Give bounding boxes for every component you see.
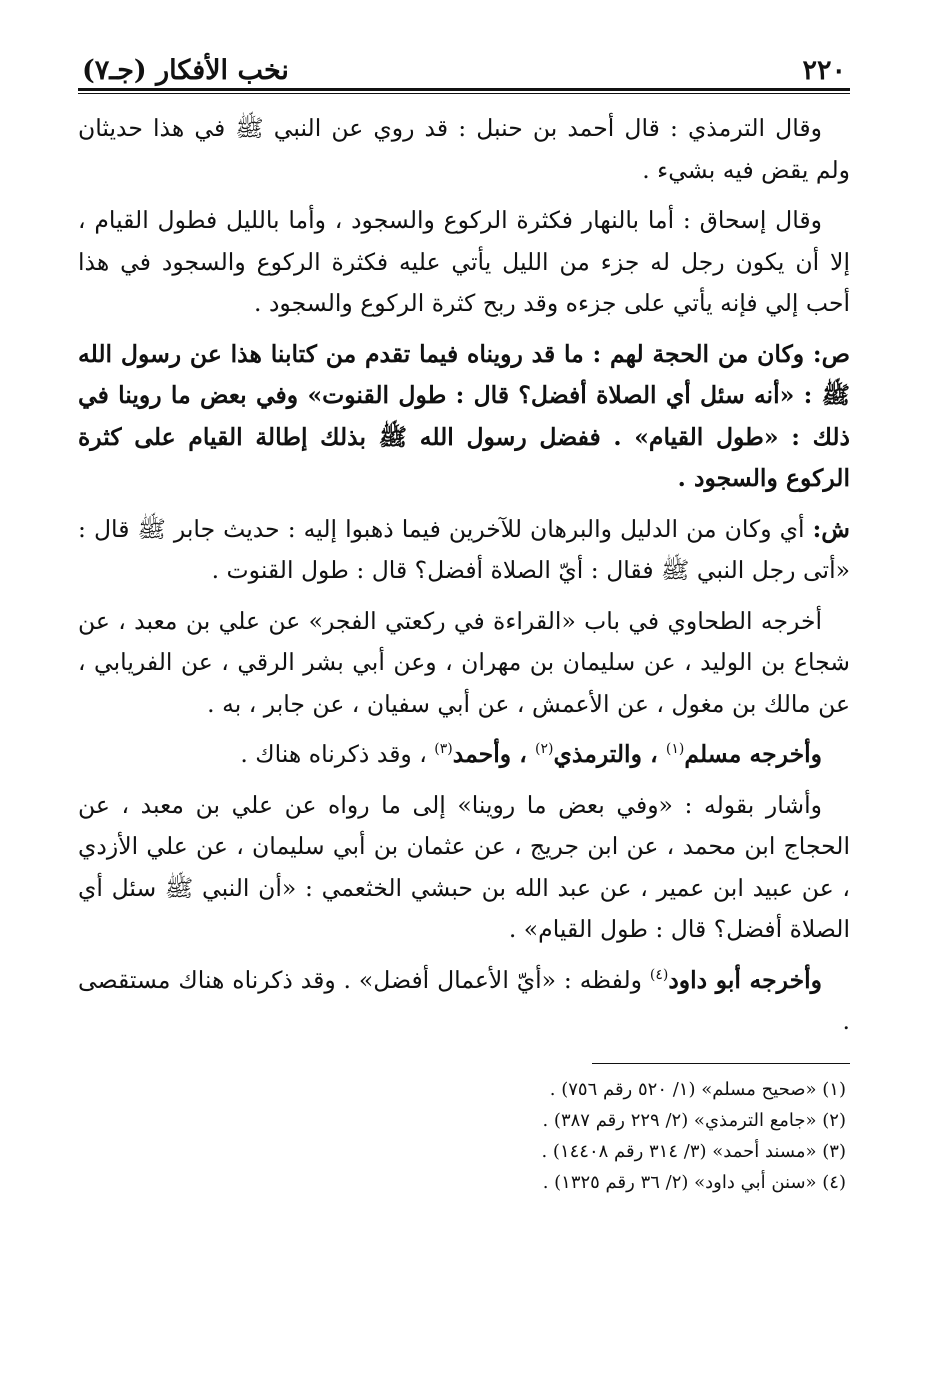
header-rule-thick — [78, 88, 850, 91]
footnote-ref-3[interactable]: (٣) — [434, 741, 453, 758]
footnote-4: (٤) «سنن أبي داود» (٢/ ٣٦ رقم ١٣٢٥) . — [542, 1171, 846, 1193]
footnote-ref-4[interactable]: (٤) — [649, 966, 669, 983]
footnote-separator — [592, 1063, 850, 1064]
footnote-ref-1[interactable]: (١) — [665, 741, 685, 758]
matn-marker: ص: — [812, 339, 850, 368]
page — [78, 38, 850, 1198]
book-title: نخب الأفكار (جـ٧) — [82, 55, 289, 86]
paragraph-sharh: ش: أي وكان من الدليل والبرهان للآخرين فيما ذهبوا إليه : حديث جابر ﷺ قال : «أتى رجل النبي ﷺ فقال : أيّ الصلاة أفضل؟ قال : طول القنوت . — [78, 514, 850, 584]
paragraph-citations: وأخرجه مسلم$^{(١)}$ ، والترمذي$^{(٢)}$ ، وأحمد$^{(٣)}$ ، وقد ذكرناه هناك . — [240, 740, 822, 768]
paragraph-matn: ص: وكان من الحجة لهم : ما قد رويناه فيما تقدم من كتابنا هذا عن رسول الله ﷺ : «أنه سئل أي الصلاة أفضل؟ قال : طول القنوت» وفي بعض ما روينا في ذلك : «طول القيام» . ففضل رسول الله ﷺ بذلك إطالة القيام على كثرة الركوع والسجود . — [78, 339, 850, 492]
footnote-3: (٣) «مسند أحمد» (٣/ ٣١٤ رقم ١٤٤٠٨) . — [541, 1140, 846, 1162]
main-text — [78, 108, 850, 1043]
paragraph-abudawud: وأخرجه أبو داود$^{(٤)}$ ولفظه : «أيّ الأعمال أفضل» . وقد ذكرناه هناك مستقصى . — [78, 965, 850, 1035]
paragraph-tirmidhi: وقال الترمذي : قال أحمد بن حنبل : قد روي عن النبي ﷺ في هذا حديثان ولم يقض فيه بشيء . — [78, 114, 850, 184]
footnote-2: (٢) «جامع الترمذي» (٢/ ٢٢٩ رقم ٣٨٧) . — [542, 1109, 846, 1131]
paragraph-ishara: وأشار بقوله : «وفي بعض ما روينا» إلى ما رواه عن علي بن معبد ، عن الحجاج ابن محمد ، عن ابن جريج ، عن عثمان بن أبي سليمان ، عن علي الأزدي ، عن عبيد ابن عمير ، عن عبد الله بن حبشي الخثعمي : «أن النبي ﷺ سئل أي الصلاة أفضل؟ قال : طول القيام» . — [78, 790, 850, 943]
header-rule-thin — [78, 93, 850, 94]
page-number: ٢٢٠ — [802, 55, 846, 86]
paragraph-ishaq: وقال إسحاق : أما بالنهار فكثرة الركوع والسجود ، وأما بالليل فطول القيام ، إلا أن يكون رجل له جزء من الليل يأتي عليه فكثرة الركوع والسجود في هذا أحب إلي فإنه يأتي على جزءه وقد ربح كثرة الركوع والسجود . — [78, 206, 850, 317]
page-header — [78, 38, 850, 86]
sharh-marker: ش: — [812, 514, 850, 543]
footnote-1: (١) «صحيح مسلم» (١/ ٥٢٠ رقم ٧٥٦) . — [549, 1078, 846, 1100]
footnotes — [78, 1074, 850, 1198]
footnote-ref-2[interactable]: (٢) — [535, 741, 554, 758]
paragraph-tahawi: أخرجه الطحاوي في باب «القراءة في ركعتي الفجر» عن علي بن معبد ، عن شجاع بن الوليد ، عن سليمان بن مهران ، وعن أبي بشر الرقي ، عن الفريابي ، عن مالك بن مغول ، عن الأعمش ، عن أبي سفيان ، عن جابر ، به . — [78, 606, 850, 718]
